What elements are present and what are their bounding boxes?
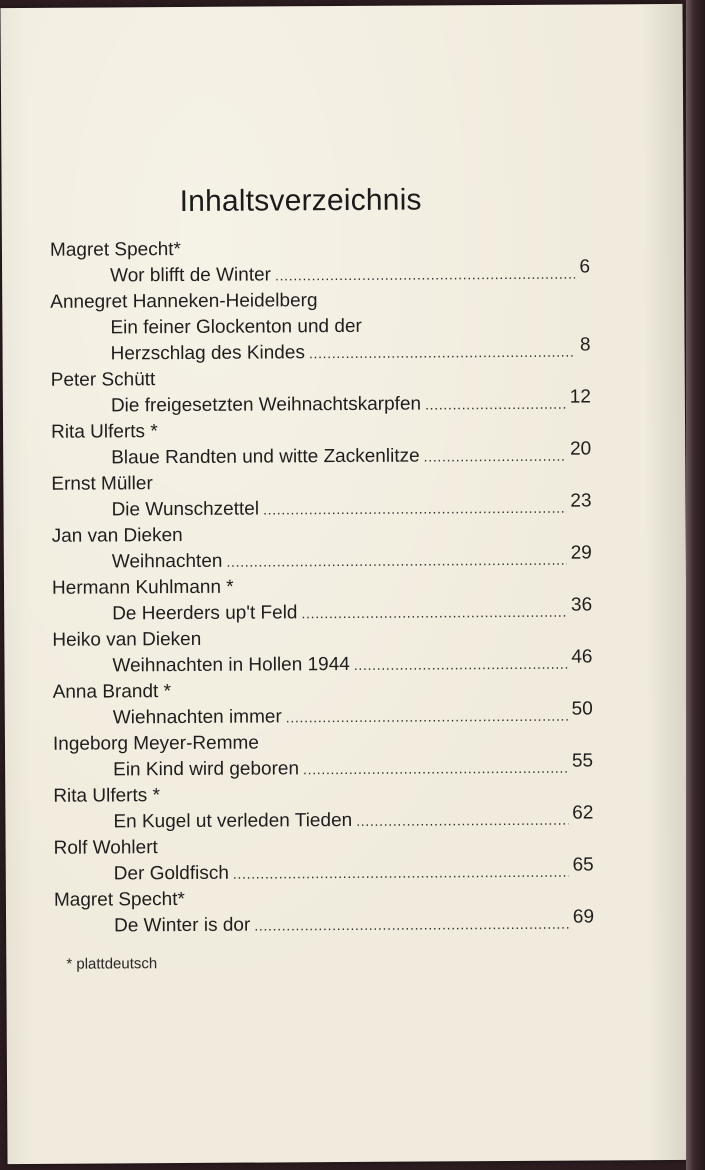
toc-story (110, 256, 591, 289)
toc-entry (51, 364, 591, 419)
toc-author: Anna Brandt * (52, 681, 172, 703)
toc-story-title-line: Die freigesetzten Weihnachtskarpfen (110, 393, 422, 417)
toc-author: Rolf Wohlert (53, 837, 158, 859)
toc-story-title-line: Herzschlag des Kindes (110, 342, 305, 365)
toc-story (113, 854, 594, 887)
toc-story-row (112, 646, 593, 679)
toc-entry (51, 468, 591, 523)
toc-page-number: 36 (570, 594, 593, 616)
toc-story-row (110, 256, 591, 289)
dot-leader (301, 599, 567, 627)
toc-page-number: 46 (571, 646, 593, 668)
dot-leader (309, 339, 576, 367)
toc-page-number: 29 (570, 542, 592, 564)
toc-author: Heiko van Dieken (52, 628, 202, 651)
dot-leader (233, 859, 569, 887)
book-fore-edge (686, 0, 705, 1170)
toc-entry (53, 728, 593, 783)
toc-story-row (113, 802, 594, 835)
toc-page-number: 8 (579, 334, 591, 356)
dot-leader (275, 261, 576, 289)
toc-story-title-line: Weihnachten in Hollen 1944 (112, 653, 350, 677)
toc-author: Peter Schütt (50, 369, 156, 391)
toc-story-row (113, 854, 594, 887)
toc-story-title-line: Blaue Randten und witte Zackenlitze (111, 445, 420, 469)
toc-author: Hermann Kuhlmann * (51, 576, 234, 599)
toc-page-number: 23 (570, 490, 592, 512)
toc-story (111, 542, 592, 575)
toc-page-number: 62 (572, 802, 594, 824)
dot-leader (356, 807, 568, 834)
table-of-contents (50, 234, 594, 939)
toc-story (114, 906, 595, 939)
toc-story (113, 802, 594, 835)
toc-story-row (113, 750, 594, 783)
toc-author: Ernst Müller (51, 473, 153, 495)
toc-entry (53, 676, 593, 731)
toc-story-row (110, 386, 591, 419)
toc-page-number: 50 (571, 698, 593, 720)
toc-story (111, 490, 592, 523)
toc-story (112, 594, 593, 627)
toc-story-row (111, 490, 592, 523)
toc-story (111, 438, 592, 471)
toc-entry (52, 624, 592, 679)
toc-story-row (111, 542, 592, 575)
toc-author: Ingeborg Meyer-Remme (52, 732, 259, 755)
dot-leader (354, 651, 568, 678)
dot-leader (254, 911, 569, 939)
dot-leader (263, 495, 567, 523)
dot-leader (424, 443, 567, 470)
toc-story (112, 698, 593, 731)
toc-author: Magret Specht* (53, 888, 185, 911)
toc-entry (51, 416, 591, 471)
footnote: * plattdeutsch (66, 955, 158, 973)
toc-story-row (111, 438, 592, 471)
toc-story-title-line: Der Goldfisch (113, 862, 229, 885)
toc-author: Rita Ulferts * (53, 785, 160, 807)
toc-entry (54, 884, 594, 939)
toc-story (112, 646, 593, 679)
toc-story (113, 750, 594, 783)
toc-entry (54, 832, 594, 887)
toc-story-title-line: Wiehnachten immer (112, 706, 282, 729)
toc-story-title-line: En Kugel ut verleden Tieden (113, 809, 353, 833)
toc-entry (50, 286, 590, 367)
toc-author: Jan van Dieken (51, 524, 183, 547)
toc-author: Magret Specht* (49, 238, 181, 261)
toc-story (110, 312, 590, 367)
dot-leader (303, 755, 568, 783)
book-page (0, 4, 689, 1164)
toc-story-row (114, 906, 595, 939)
toc-entry (50, 234, 590, 289)
toc-entry (52, 572, 592, 627)
toc-entry (52, 520, 592, 575)
toc-story-title-line: Ein Kind wird geboren (113, 758, 300, 781)
toc-story-title-line: Die Wunschzettel (111, 498, 260, 521)
toc-page-number: 55 (571, 750, 594, 772)
toc-story-title-line: Weihnachten (111, 550, 223, 573)
toc-page-number: 69 (572, 906, 595, 928)
toc-author: Rita Ulferts * (51, 421, 158, 443)
page-title: Inhaltsverzeichnis (179, 183, 422, 219)
toc-story-title-line: De Heerders up't Feld (112, 602, 298, 625)
toc-story-row (110, 334, 591, 367)
toc-story-row (112, 594, 593, 627)
dot-leader (425, 391, 566, 418)
toc-story-title-line: De Winter is dor (114, 914, 251, 937)
toc-story-title-line: Wor blifft de Winter (110, 264, 272, 287)
toc-page-number: 20 (569, 438, 592, 460)
toc-story (110, 386, 591, 419)
toc-entry (53, 780, 593, 835)
toc-page-number: 12 (569, 386, 591, 408)
toc-story-row (112, 698, 593, 731)
toc-page-number: 65 (572, 854, 594, 876)
toc-author: Annegret Hanneken-Heidelberg (50, 290, 318, 313)
toc-page-number: 6 (579, 256, 591, 278)
dot-leader (286, 703, 568, 731)
dot-leader (226, 547, 566, 575)
toc-story-title-line: Ein feiner Glockenton und der (110, 315, 362, 339)
